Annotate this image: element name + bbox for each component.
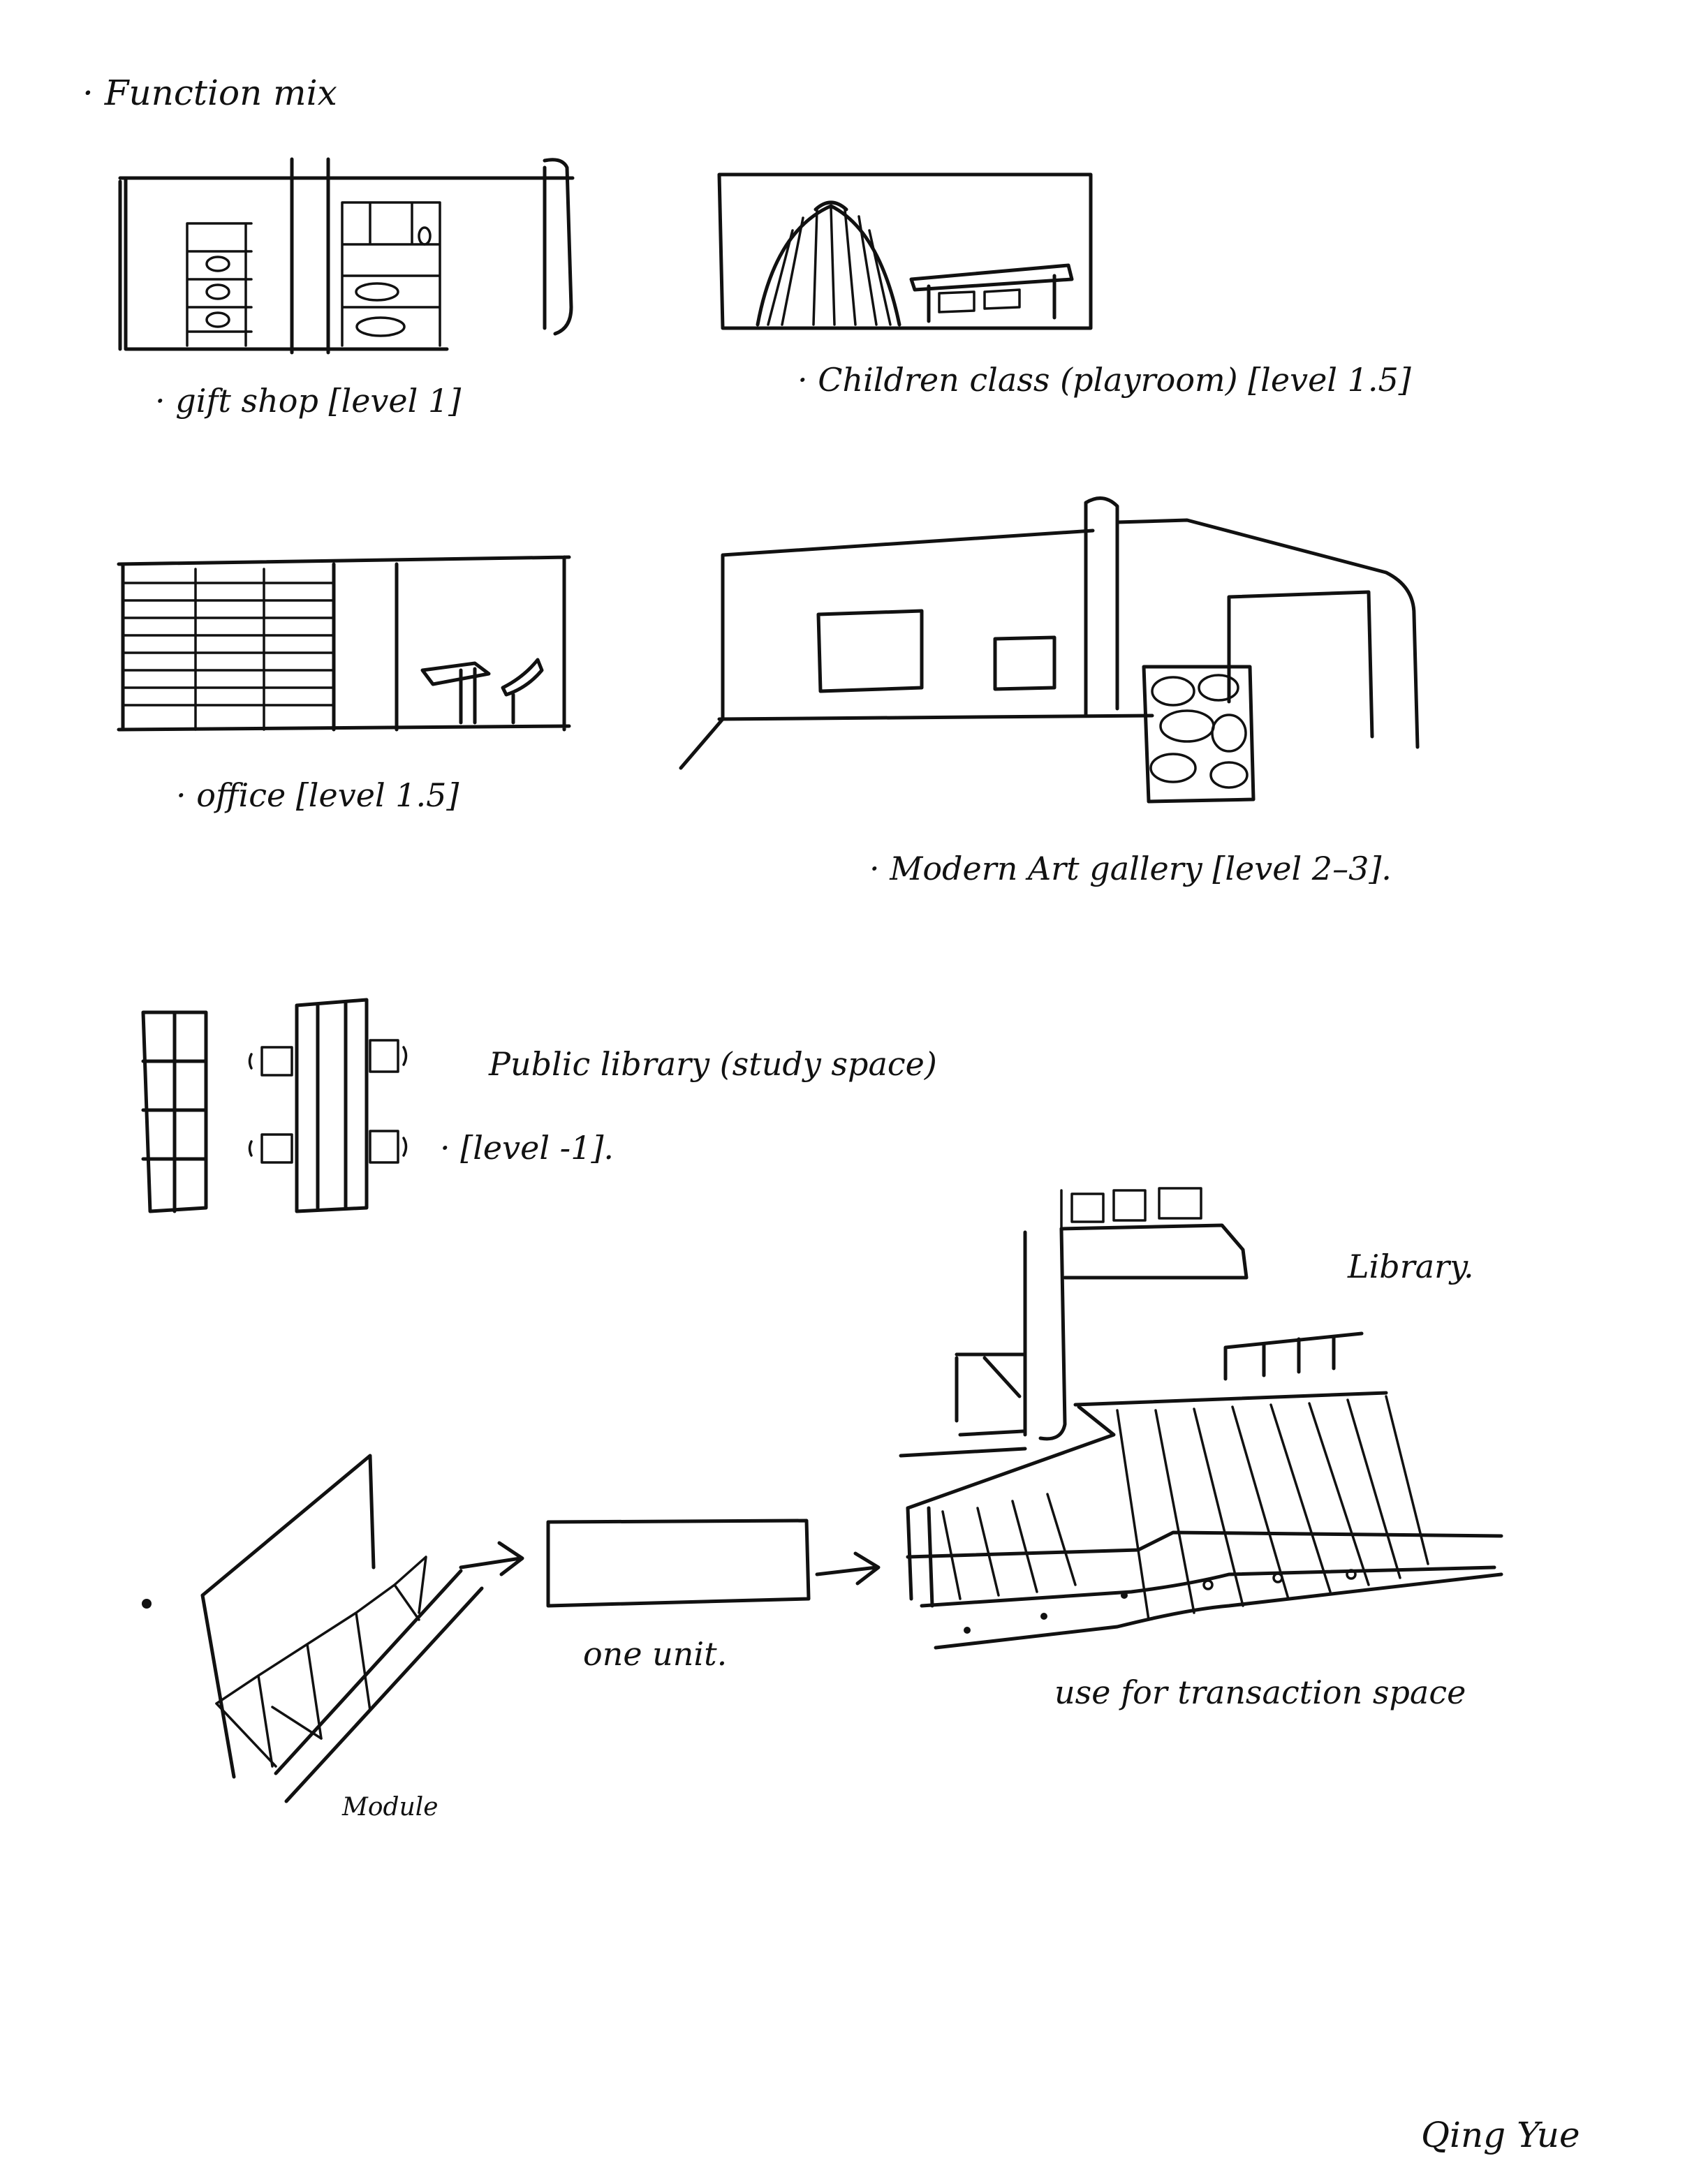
office-label: · office [level 1.5]	[176, 776, 459, 814]
gallery-sketch	[681, 498, 1418, 801]
arrow-right-icon	[461, 1543, 522, 1574]
module-label: Module	[342, 1793, 439, 1822]
one-unit-rectangle	[548, 1521, 809, 1606]
arrow-right-icon	[817, 1553, 878, 1583]
bullet-dot-icon	[142, 1599, 152, 1609]
signature: Qing Yue	[1421, 2115, 1580, 2155]
one-unit-label: one unit.	[583, 1635, 728, 1673]
public-library-label-line1: Public library (study space)	[489, 1045, 937, 1083]
public-library-sketch	[143, 1000, 406, 1211]
gift-shop-label: · gift shop [level 1]	[155, 382, 462, 420]
gallery-label: · Modern Art gallery [level 2–3].	[869, 850, 1392, 887]
page-heading: · Function mix	[82, 73, 337, 113]
module-sketch	[203, 1456, 482, 1801]
children-class-sketch	[719, 175, 1091, 328]
children-class-label: · Children class (playroom) [level 1.5]	[797, 361, 1411, 399]
public-library-label-line2: · [level -1].	[440, 1129, 614, 1167]
gift-shop-sketch	[120, 159, 573, 353]
library-perspective-label: Library.	[1348, 1248, 1474, 1285]
office-sketch	[119, 557, 569, 730]
transaction-label: use for transaction space	[1054, 1674, 1466, 1711]
